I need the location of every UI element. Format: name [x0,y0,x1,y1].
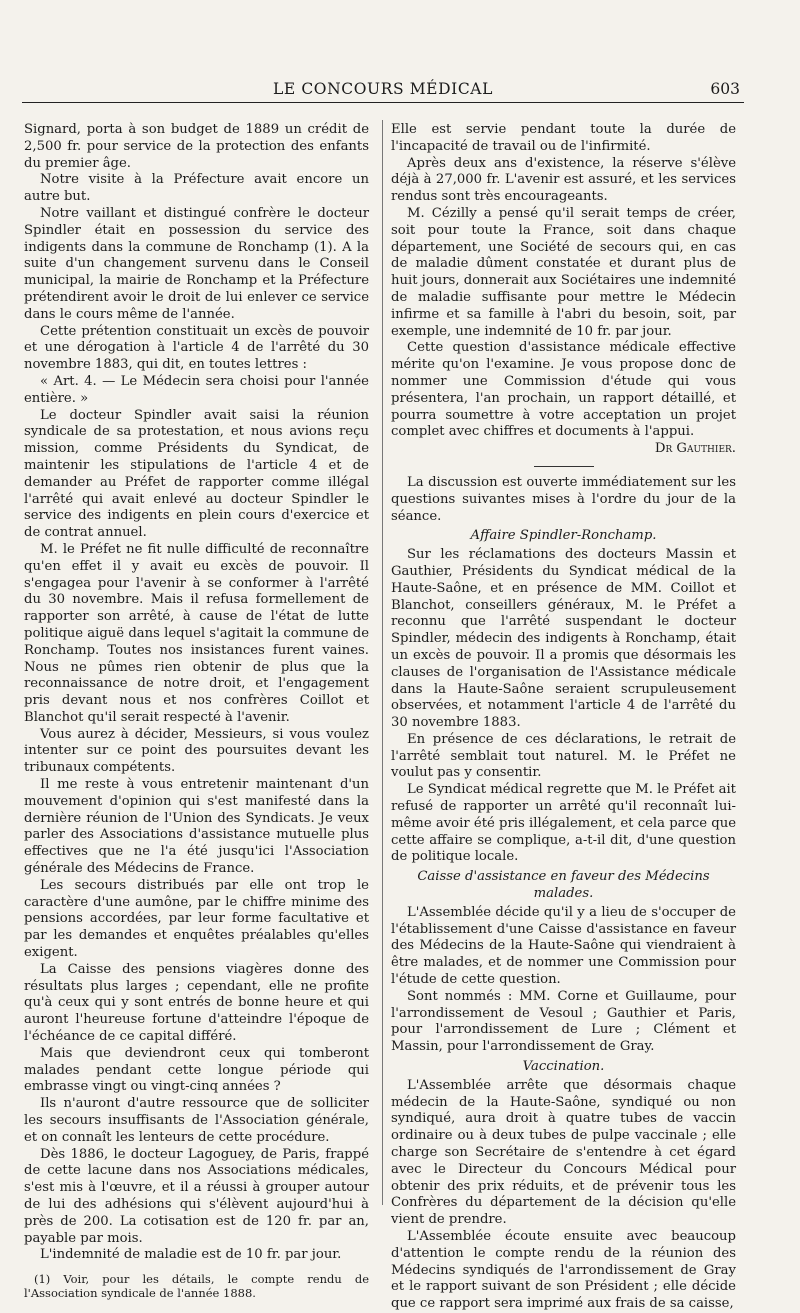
paragraph: Sont nommés : MM. Corne et Guillaume, pour l'arrondissement de Vesoul ; Gauthier et Paris, pour l'arrondissement de Lure ; Clément et Massin, pour l'arrondissement de Gray. [391,988,736,1055]
right-column [391,122,736,1313]
paragraph: Sur les réclamations des docteurs Massin et Gauthier, Présidents du Syndicat médical de la Haute-Saône, et en présence de MM. Coillot et Blanchot, conseillers généraux, M. le Préfet a reconnu que l'arrêté suspendant le docteur Spindler, médecin des indigents à Ronchamp, était un excès de pouvoir. Il a promis que désormais les clauses de l'organisation de l'Assistance médicale dans la Haute-Saône seraient scrupuleusement observées, et notamment l'article 4 de l'arrêté du 30 novembre 1883. [391,547,736,731]
paragraph: Il me reste à vous entretenir maintenant d'un mouvement d'opinion qui s'est manifesté dans la dernière réunion de l'Union des Syndicats. Je veux parler des Associations d'assistance mutuelle plus effectives que ne l'a été jusqu'ici l'Association générale des Médecins de France. [24,777,369,877]
paragraph: L'Assemblée décide qu'il y a lieu de s'occuper de l'établissement d'une Caisse d'assistance en faveur des Médecins de la Haute-Saône qui viendraient à être malades, et de nommer une Commission pour l'étude de cette question. [391,904,736,988]
page-number: 603 [710,80,740,98]
paragraph: Ils n'auront d'autre ressource que de solliciter les secours insuffisants de l'Association générale, et on connaît les lenteurs de cette procédure. [24,1096,369,1145]
footnote-text: (1) Voir, pour les détails, le compte rendu de l'Association syndicale de l'année 1888. [24,1272,369,1301]
paragraph: Elle est servie pendant toute la durée de l'incapacité de travail ou de l'infirmité. [391,122,736,154]
paragraph: Vous aurez à décider, Messieurs, si vous voulez intenter sur ce point des poursuites devant les tribunaux compétents. [24,726,369,776]
section-heading: Vaccination. [522,1059,605,1075]
discussion-intro: La discussion est ouverte immédiatement sur les questions suivantes mises à l'ordre du jour de la séance. [391,474,736,524]
paragraph: Notre visite à la Préfecture avait encore un autre but. [24,172,369,205]
running-header [22,78,744,103]
left-column [24,122,369,1300]
paragraph: M. le Préfet ne fit nulle difficulté de reconnaître qu'en effet il y avait eu excès de pouvoir. Il s'engagea pour l'avenir à se conformer à l'arrêté du 30 novembre. Mais il refusa formellement de rapporter son arrêté, à cause de l'état de lutte politique aiguë dans lequel s'agitait la commune de Ronchamp. Toutes nos insistances furent vaines. Nous ne pûmes rien obtenir de plus que la reconnaissance de notre droit, et l'engagement pris devant nous et nos confrères Coillot et Blanchot qu'il serait respecté à l'avenir. [24,541,369,725]
paragraph: Cette prétention constituait un excès de pouvoir et une dérogation à l'article 4 de l'arrêté du 30 novembre 1883, qui dit, en toutes lettres : [24,323,369,373]
paragraph: Le docteur Spindler avait saisi la réunion syndicale de sa protestation, et nous avions reçu mission, comme Présidents du Syndicat, de maintenir les stipulations de l'article 4 et de demander au Préfet de rapporter comme illégal l'arrêté qui avait enlevé au docteur Spindler le service des indigents en plein cours d'exercice et de contrat annuel. [24,407,369,541]
signature: Dr Gauthier. [654,441,736,457]
paragraph: L'indemnité de maladie est de 10 fr. par jour. [40,1247,342,1263]
paragraph: Dès 1886, le docteur Lagoguey, de Paris, frappé de cette lacune dans nos Associations médicales, s'est mis à l'œuvre, et il a réussi à grouper autour de lui des adhésions qui s'élèvent aujourd'hui à près de 200. La cotisation est de 120 fr. par an, payable par mois. [24,1146,369,1246]
paragraph: Les secours distribués par elle ont trop le caractère d'une aumône, par le chiffre minime des pensions accordées, par leur forme facultative et par les demandes et enquêtes préalables qu'elles exigent. [24,877,369,961]
paragraph: « Art. 4. — Le Médecin sera choisi pour l'année entière. » [24,373,369,406]
paragraph: En présence de ces déclarations, le retrait de l'arrêté semblait tout naturel. M. le Préfet ne voulut pas y consentir. [391,731,736,781]
paragraph: L'Assemblée écoute ensuite avec beaucoup d'attention le compte rendu de la réunion des Médecins syndiqués de l'arrondissement de Gray et le rapport suivant de son Président ; elle décide que ce rapport sera imprimé aux frais de sa caisse, [391,1229,736,1312]
footnote [24,1272,369,1300]
paragraph: M. Cézilly a pensé qu'il serait temps de créer, soit pour toute la France, soit dans chaque département, une Société de secours qui, en cas de maladie dûment constatée et durant plus de huit jours, donnerait aux Sociétaires une indemnité de maladie suffisante pour mettre le Médecin infirme et sa famille à l'abri du besoin, soit, par exemple, une indemnité de 10 fr. par jour. [391,205,736,339]
paragraph: L'Assemblée arrête que désormais chaque médecin de la Haute-Saône, syndiqué ou non syndiqué, aura droit à quatre tubes de vaccin ordinaire ou à deux tubes de pulpe vaccinale ; elle charge son Secrétaire de s'entendre à cet égard avec le Directeur du Concours Médical pour obtenir des prix réduits, et de prévenir tous les Confrères du département de la décision qu'elle vient de prendre. [391,1077,736,1228]
paragraph: Après deux ans d'existence, la réserve s'élève déjà à 27,000 fr. L'avenir est assuré, et les services rendus sont très encourageants. [391,155,736,205]
paragraph: Cette question d'assistance médicale effective mérite qu'on l'examine. Je vous propose donc de nommer une Commission d'étude qui vous présentera, l'an prochain, un rapport détaillé, et pourra soumettre à votre acceptation un projet complet avec chiffres et documents à l'appui. [391,340,736,440]
paragraph: Mais que deviendront ceux qui tomberont malades pendant cette longue période qui embrasse vingt ou vingt-cinq années ? [24,1045,369,1095]
paragraph: Le Syndicat médical regrette que M. le Préfet ait refusé de rapporter un arrêté qu'il reconnaît lui-même avoir été pris illégalement, et cela parce que cette affaire se complique, a-t-il dit, d'une question de politique locale. [391,782,736,865]
divider [534,466,594,467]
column-divider [382,120,383,1205]
paragraph: Notre vaillant et distingué confrère le docteur Spindler était en possession du service des indigents dans la commune de Ronchamp (1). A la suite d'un changement survenu dans le Conseil municipal, la mairie de Ronchamp et la Préfecture prétendirent avoir le droit de lui enlever ce service dans le cours même de l'année. [24,205,369,322]
section-heading: Affaire Spindler-Ronchamp. [470,528,657,544]
paragraph: Signard, porta à son budget de 1889 un crédit de 2,500 fr. pour service de la protection des enfants du premier âge. [24,122,369,171]
section-heading: Caisse d'assistance en faveur des Médecins malades. [417,869,710,902]
paragraph: La Caisse des pensions viagères donne des résultats plus larges ; cependant, elle ne profite qu'à ceux qui y sont entrés de bonne heure et qui auront l'heureuse fortune d'atteindre l'époque de l'échéance de ce capital différé. [24,961,369,1045]
journal-title: LE CONCOURS MÉDICAL [273,80,493,98]
